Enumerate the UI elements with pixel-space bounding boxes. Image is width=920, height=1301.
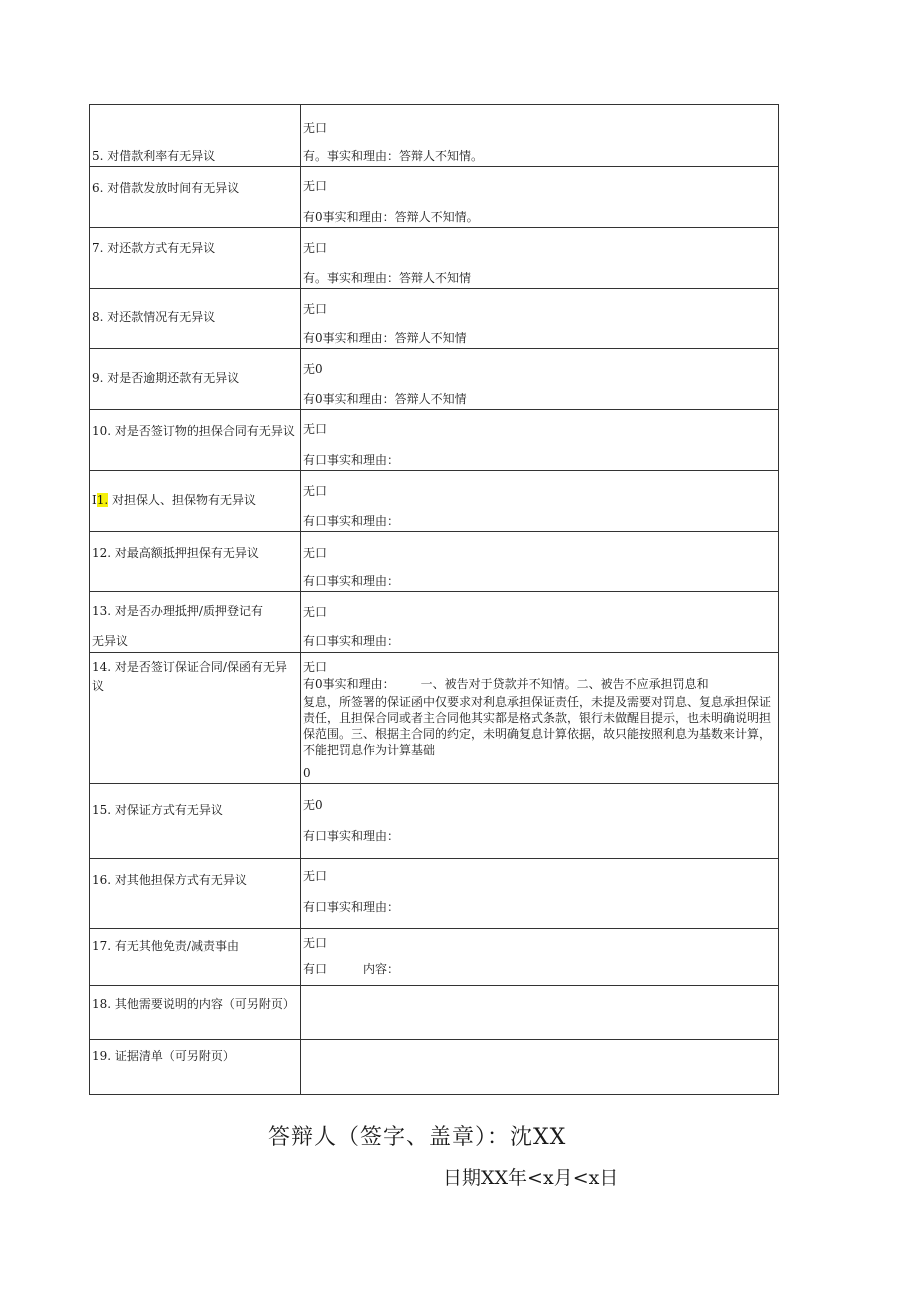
table-row: [90, 592, 779, 653]
answer-tail-mark: 0: [303, 766, 311, 780]
question-cell: [90, 592, 301, 653]
question-label: 9. 对是否逾期还款有无异议: [92, 371, 240, 385]
answer-cell: [301, 532, 779, 592]
question-cell: [90, 653, 301, 784]
answer-has-option[interactable]: 有口事实和理由：: [303, 453, 400, 467]
question-cell: [90, 532, 301, 592]
date-line: 日期XX年<x月<x日: [443, 1167, 619, 1189]
question-cell: [90, 1040, 301, 1095]
question-cell: [90, 784, 301, 859]
answer-none-option[interactable]: 无口: [303, 121, 328, 135]
defense-form-table: [89, 104, 779, 1095]
answer-has-option[interactable]: 有口事实和理由：: [303, 514, 400, 528]
answer-has-option[interactable]: 有0事实和理由：答辩人不知情。: [303, 210, 479, 224]
answer-has-option[interactable]: 有口事实和理由：: [303, 829, 400, 843]
table-row: [90, 859, 779, 929]
question-label: 18. 其他需要说明的内容（可另附页）: [92, 997, 295, 1011]
answer-cell: [301, 410, 779, 471]
answer-cell: [301, 471, 779, 532]
question-label: 6. 对借款发放时间有无异议: [92, 181, 240, 195]
question-label: 7. 对还款方式有无异议: [92, 241, 216, 255]
table-row: [90, 228, 779, 289]
answer-cell[interactable]: [301, 986, 779, 1040]
answer-none-option[interactable]: 无口: [303, 546, 328, 560]
question-cell: [90, 471, 301, 532]
answer-none-option[interactable]: 无0: [303, 362, 323, 376]
answer-none-option[interactable]: 无口: [303, 484, 328, 498]
question-cell: [90, 859, 301, 929]
question-label: 12. 对最高额抵押担保有无异议: [92, 546, 259, 560]
question-label: 14. 对是否签订保证合同/保函有无异议: [92, 660, 287, 693]
answer-cell: [301, 289, 779, 349]
table-row: [90, 929, 779, 986]
table-row: [90, 167, 779, 228]
answer-none-option[interactable]: 无口: [303, 422, 328, 436]
answer-none-option[interactable]: 无0: [303, 798, 323, 812]
question-label: 17. 有无其他免责/减责事由: [92, 939, 239, 953]
question-label: 19. 证据清单（可另附页）: [92, 1049, 235, 1063]
question-cell: [90, 228, 301, 289]
answer-cell: [301, 167, 779, 228]
answer-has-option[interactable]: 有0事实和理由：答辩人不知情: [303, 331, 467, 345]
question-label: 16. 对其他担保方式有无异议: [92, 873, 247, 887]
question-cell: [90, 349, 301, 410]
answer-none-option[interactable]: 无口: [303, 605, 328, 619]
answer-cell: [301, 592, 779, 653]
question-label: I1. 对担保人、担保物有无异议: [92, 493, 257, 507]
answer-none-option[interactable]: 无口: [303, 302, 328, 316]
question-cell: [90, 410, 301, 471]
table-row: [90, 1040, 779, 1095]
answer-cell[interactable]: [301, 1040, 779, 1095]
answer-has-option[interactable]: 有。事实和理由：答辩人不知情: [303, 271, 472, 285]
table-row: [90, 410, 779, 471]
question-label: 5. 对借款利率有无异议: [92, 149, 216, 163]
question-cell: [90, 105, 301, 167]
answer-cell: [301, 349, 779, 410]
table-row: [90, 986, 779, 1040]
answer-none-option[interactable]: 无口: [303, 241, 328, 255]
answer-has-option[interactable]: 有口 内容：: [303, 962, 400, 976]
question-cell: [90, 929, 301, 986]
signature-line: 答辩人（签字、盖章）：沈XX: [268, 1125, 567, 1150]
answer-cell: [301, 105, 779, 167]
question-cell: [90, 289, 301, 349]
answer-has-option[interactable]: 有0事实和理由： 一、被告对于贷款并不知情。二、被告不应承担罚息和: [303, 677, 709, 691]
question-label: 10. 对是否签订物的担保合同有无异议: [92, 424, 295, 438]
question-cell: [90, 167, 301, 228]
answer-reason-text: 复息，所签署的保证函中仅要求对利息承担保证责任，未提及需要对罚息、复息承担保证责任，且担保合同或者主合同他其实都是格式条款，银行未做醒目提示，也未明确说明担保范围。三、根据主合同的约定，未明确复息计算依据，故只能按照利息为基数来计算，不能把罚息作为计算基础: [303, 695, 772, 757]
answer-cell: [301, 929, 779, 986]
answer-has-option[interactable]: 有口事实和理由：: [303, 574, 400, 588]
table-row: [90, 349, 779, 410]
answer-none-option[interactable]: 无口: [303, 869, 328, 883]
answer-cell: [301, 653, 779, 784]
table-row: [90, 784, 779, 859]
table-row: [90, 105, 779, 167]
answer-none-option[interactable]: 无口: [303, 936, 328, 950]
highlight-mark: 1.: [96, 493, 109, 507]
table-row: [90, 289, 779, 349]
answer-has-option[interactable]: 有。事实和理由：答辩人不知情。: [303, 149, 484, 163]
answer-has-option[interactable]: 有0事实和理由：答辩人不知情: [303, 392, 467, 406]
answer-none-option[interactable]: 无口: [303, 179, 328, 193]
answer-none-option[interactable]: 无口: [303, 660, 328, 674]
question-label: 8. 对还款情况有无异议: [92, 310, 216, 324]
table-row: [90, 471, 779, 532]
answer-cell: [301, 859, 779, 929]
answer-cell: [301, 784, 779, 859]
question-label-continued: 无异议: [92, 634, 129, 648]
question-label: 13. 对是否办理抵押/质押登记有: [92, 604, 263, 618]
answer-has-option[interactable]: 有口事实和理由：: [303, 900, 400, 914]
answer-has-option[interactable]: 有口事实和理由：: [303, 634, 400, 648]
question-cell: [90, 986, 301, 1040]
table-row: [90, 532, 779, 592]
answer-cell: [301, 228, 779, 289]
table-row: [90, 653, 779, 784]
question-label: 15. 对保证方式有无异议: [92, 803, 223, 817]
